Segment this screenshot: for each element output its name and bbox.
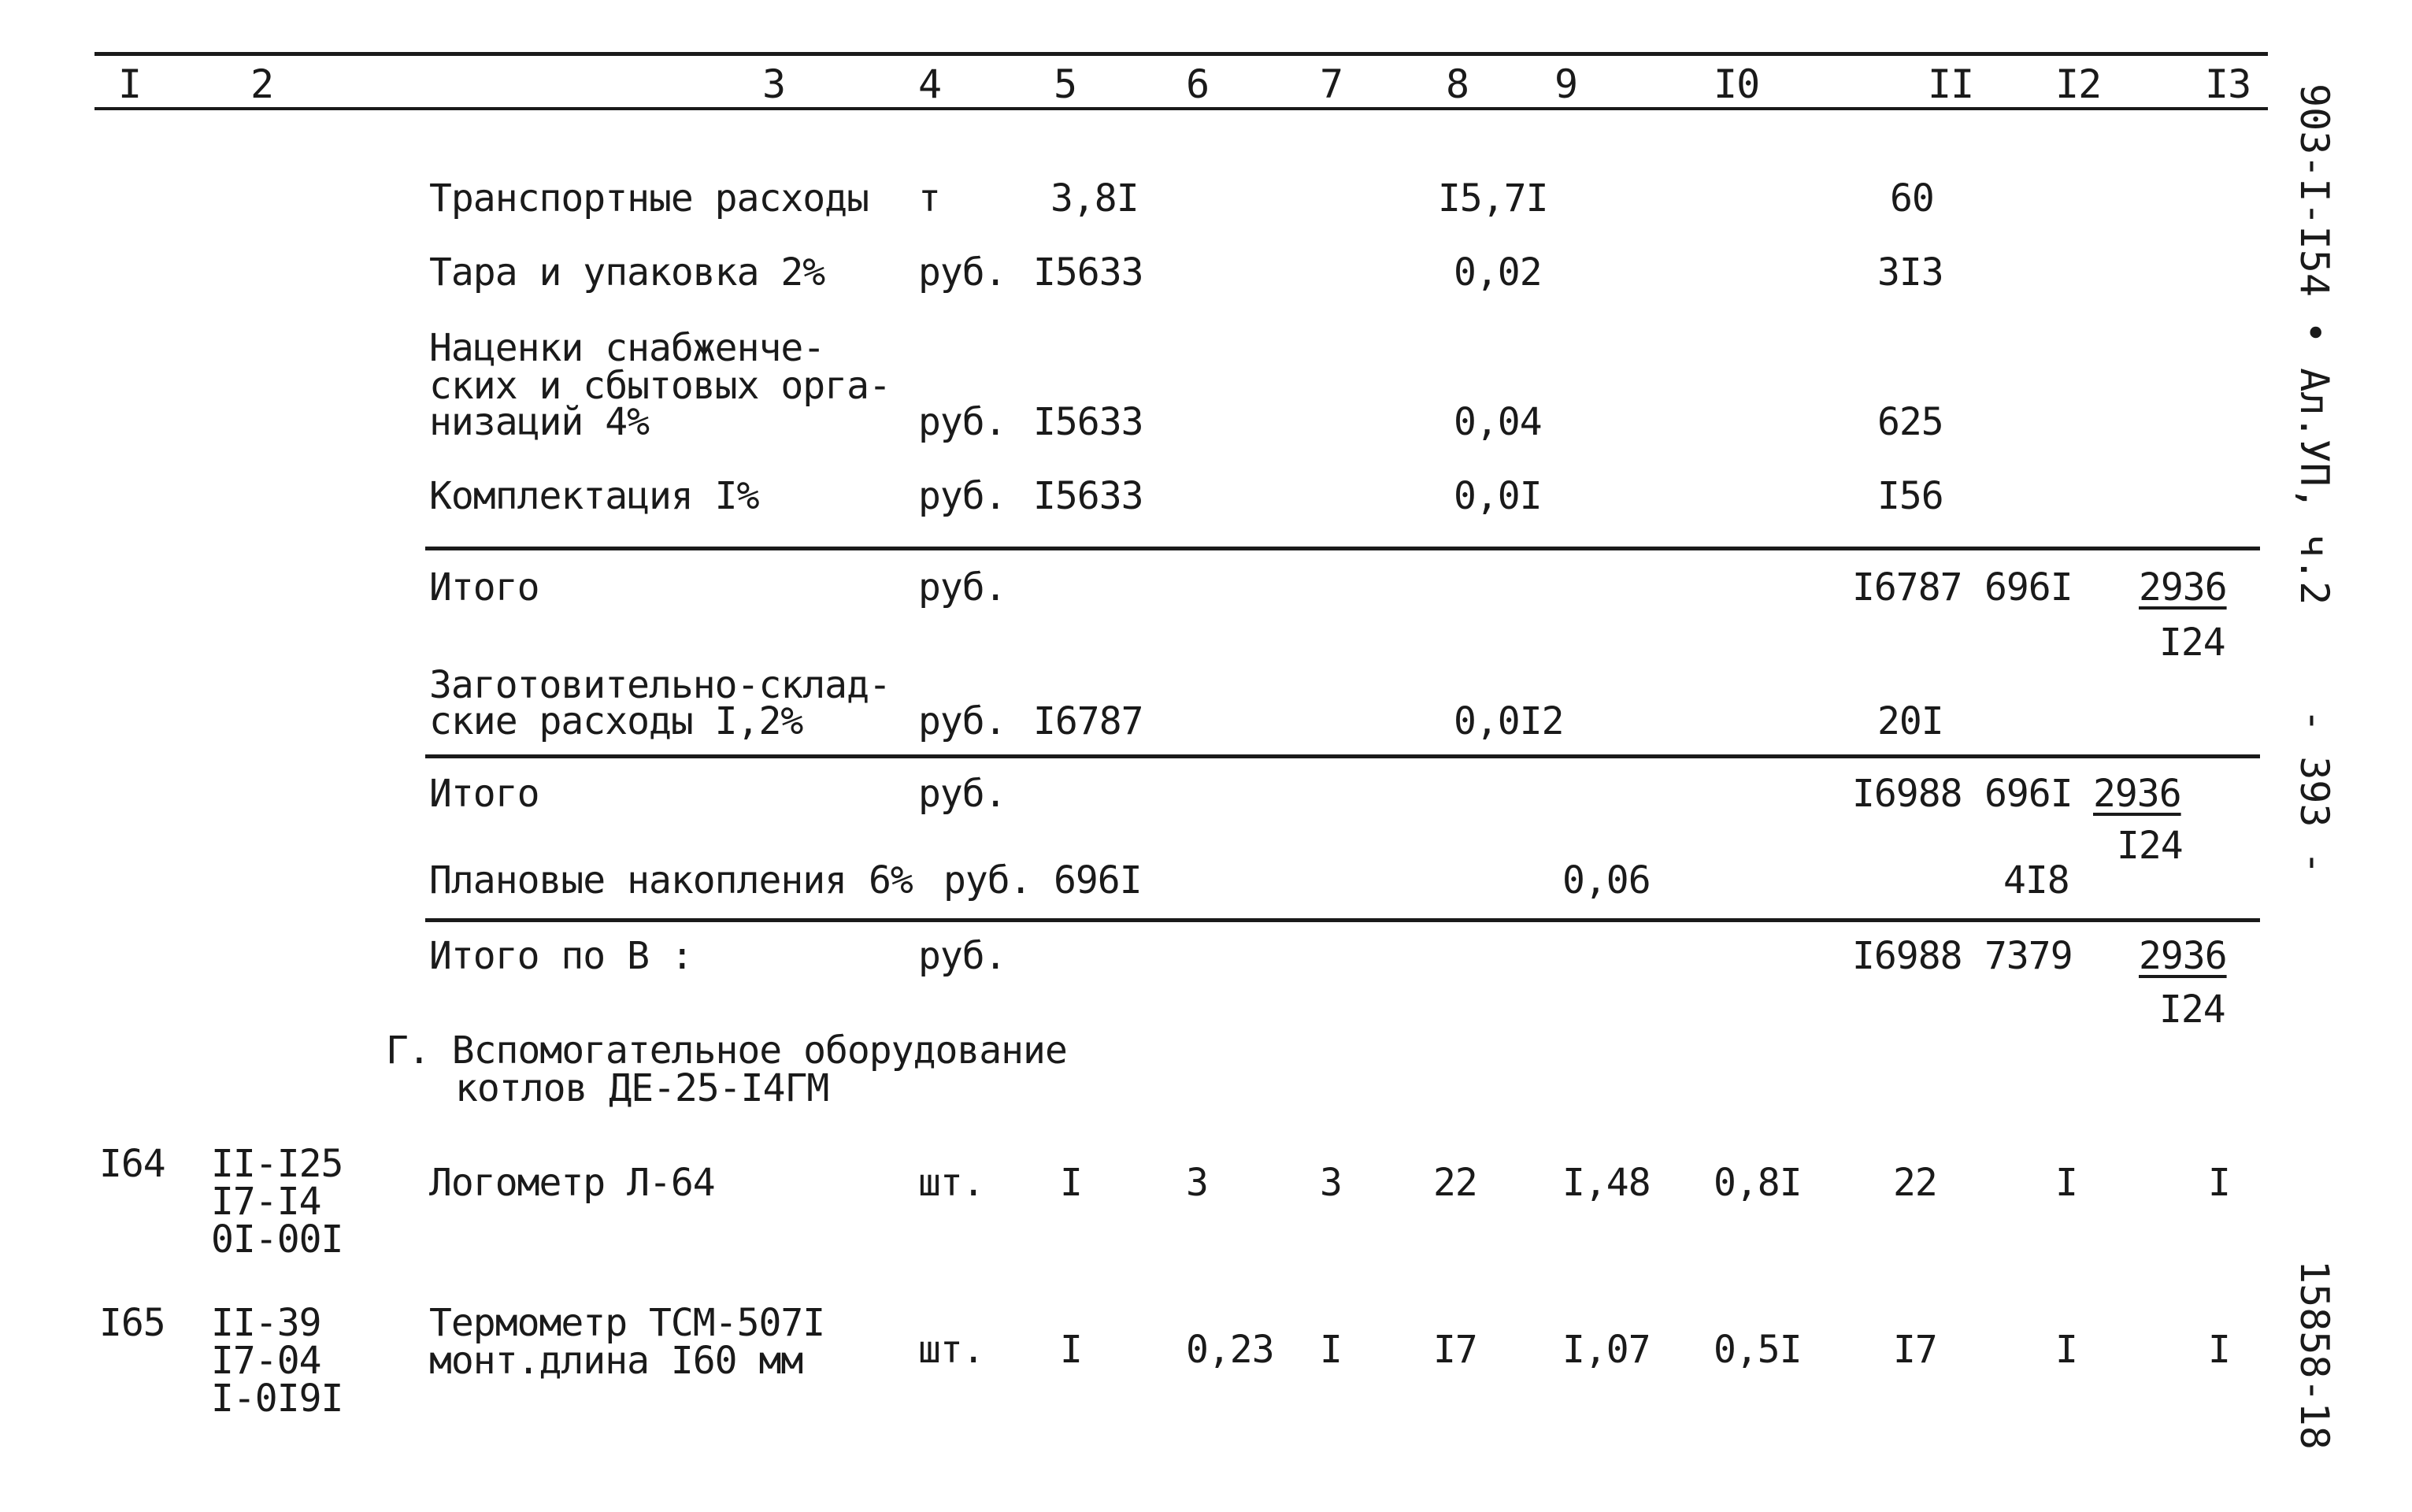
row-zagot-name-line2: ские расходы I,2% xyxy=(429,699,803,743)
item-164-number: I64 xyxy=(99,1142,165,1186)
row-plan-name: Плановые накопления 6% xyxy=(429,858,913,902)
col-header-2: 2 xyxy=(250,61,274,107)
col-header-6: 6 xyxy=(1186,61,1210,107)
item-164-code-line3: 0I-00I xyxy=(211,1217,343,1262)
row-itogo-b-name: Итого по В : xyxy=(429,934,693,978)
item-165-c11: I7 xyxy=(1893,1328,1937,1372)
row-plan-c12: 4I8 xyxy=(2003,858,2069,902)
row-plan-c5: 696I xyxy=(1054,858,1142,902)
col-header-11: II xyxy=(1928,61,1974,107)
rule-before-itogo1 xyxy=(425,547,2260,550)
row-itogo1-c12: 696I xyxy=(1984,565,2073,610)
row-itogo2-c13-bottom: I24 xyxy=(2117,824,2183,868)
item-164-c11: 22 xyxy=(1893,1161,1937,1205)
row-markup-c11: 625 xyxy=(1877,400,1943,444)
row-tara-c8: 0,02 xyxy=(1454,250,1542,295)
row-transport-unit: т xyxy=(918,176,940,220)
row-transport-c5: 3,8I xyxy=(1050,176,1139,220)
row-itogo-b-c13-top: 2936 xyxy=(2139,934,2227,978)
row-itogo-b-c11: I6988 xyxy=(1852,934,1962,978)
row-markup-name-line1: Наценки снабженче- xyxy=(429,326,825,370)
row-itogo2-c13-top: 2936 xyxy=(2093,772,2181,816)
row-kompl-unit: руб. xyxy=(918,474,1006,518)
item-164-unit: шт. xyxy=(918,1161,984,1205)
item-165-unit: шт. xyxy=(918,1328,984,1372)
section-g-heading-line1: Г. Вспомогательное оборудование xyxy=(386,1028,1067,1073)
col-header-12: I2 xyxy=(2055,61,2102,107)
item-164-c5: I xyxy=(1060,1161,1082,1205)
row-kompl-c11: I56 xyxy=(1877,474,1943,518)
row-zagot-unit: руб. xyxy=(918,699,1006,743)
row-tara-c11: 3I3 xyxy=(1877,250,1943,295)
row-plan-unit: руб. xyxy=(943,858,1032,902)
row-tara-c5: I5633 xyxy=(1033,250,1143,295)
item-165-c9: I,07 xyxy=(1562,1328,1651,1372)
item-164-c10: 0,8I xyxy=(1714,1161,1802,1205)
row-itogo2-c11: I6988 xyxy=(1852,772,1962,816)
col-header-8: 8 xyxy=(1446,61,1469,107)
margin-page-number: - 393 - xyxy=(2292,709,2337,875)
row-transport-name: Транспортные расходы xyxy=(429,176,869,220)
row-itogo1-c11: I6787 xyxy=(1852,565,1962,610)
col-header-4: 4 xyxy=(918,61,942,107)
row-itogo1-c13-bottom: I24 xyxy=(2159,621,2225,665)
col-header-13: I3 xyxy=(2205,61,2251,107)
row-transport-c11: 60 xyxy=(1890,176,1934,220)
row-markup-c8: 0,04 xyxy=(1454,400,1542,444)
header-bottom-rule xyxy=(94,107,2268,110)
row-markup-name-line3: низаций 4% xyxy=(429,400,649,444)
item-164-c13: I xyxy=(2208,1161,2230,1205)
item-165-code-line2: I7-04 xyxy=(211,1339,321,1383)
col-header-1: I xyxy=(118,61,142,107)
row-kompl-c5: I5633 xyxy=(1033,474,1143,518)
rule-before-itogo2 xyxy=(425,754,2260,758)
row-itogo-b-c12: 7379 xyxy=(1984,934,2073,978)
row-markup-c5: I5633 xyxy=(1033,400,1143,444)
row-kompl-c8: 0,0I xyxy=(1454,474,1542,518)
item-164-name: Логометр Л-64 xyxy=(429,1161,715,1205)
row-itogo-b-c13-bottom: I24 xyxy=(2159,988,2225,1032)
item-165-code-line1: II-39 xyxy=(211,1301,321,1345)
item-165-c12: I xyxy=(2055,1328,2077,1372)
section-g-heading-line2: котлов ДЕ-25-I4ГМ xyxy=(455,1066,829,1110)
row-zagot-name-line1: Заготовительно-склад- xyxy=(429,663,891,707)
item-165-c7: I xyxy=(1320,1328,1342,1372)
row-itogo1-name: Итого xyxy=(429,565,539,610)
col-header-5: 5 xyxy=(1054,61,1077,107)
item-165-code-line3: I-0I9I xyxy=(211,1377,343,1421)
item-164-c6: 3 xyxy=(1186,1161,1208,1205)
item-165-c8: I7 xyxy=(1433,1328,1477,1372)
rule-before-itogo-b xyxy=(425,918,2260,922)
item-165-number: I65 xyxy=(99,1301,165,1345)
item-164-code-line1: II-I25 xyxy=(211,1142,343,1186)
item-165-c5: I xyxy=(1060,1328,1082,1372)
item-165-c10: 0,5I xyxy=(1714,1328,1802,1372)
col-header-10: I0 xyxy=(1714,61,1760,107)
row-markup-unit: руб. xyxy=(918,400,1006,444)
item-165-name-line1: Термометр ТСМ-507I xyxy=(429,1301,825,1345)
row-itogo2-c12: 696I xyxy=(1984,772,2073,816)
row-itogo-b-unit: руб. xyxy=(918,934,1006,978)
item-164-c7: 3 xyxy=(1320,1161,1342,1205)
header-top-rule xyxy=(94,52,2268,56)
row-plan-c9: 0,06 xyxy=(1562,858,1651,902)
col-header-9: 9 xyxy=(1554,61,1578,107)
item-164-c9: I,48 xyxy=(1562,1161,1651,1205)
item-165-name-line2: монт.длина I60 мм xyxy=(429,1339,803,1383)
row-tara-unit: руб. xyxy=(918,250,1006,295)
item-164-code-line2: I7-I4 xyxy=(211,1180,321,1224)
row-itogo1-c13-top: 2936 xyxy=(2139,565,2227,610)
row-transport-c8: I5,7I xyxy=(1438,176,1548,220)
item-165-c6: 0,23 xyxy=(1186,1328,1274,1372)
margin-archive-number: 15858-18 xyxy=(2292,1260,2337,1450)
col-header-7: 7 xyxy=(1320,61,1343,107)
item-165-c13: I xyxy=(2208,1328,2230,1372)
row-itogo2-unit: руб. xyxy=(918,772,1006,816)
row-tara-name: Тара и упаковка 2% xyxy=(429,250,825,295)
col-header-3: 3 xyxy=(762,61,786,107)
row-zagot-c5: I6787 xyxy=(1033,699,1143,743)
row-markup-name-line2: ских и сбытовых орга- xyxy=(429,364,891,408)
item-164-c8: 22 xyxy=(1433,1161,1477,1205)
row-itogo2-name: Итого xyxy=(429,772,539,816)
item-164-c12: I xyxy=(2055,1161,2077,1205)
row-zagot-c8: 0,0I2 xyxy=(1454,699,1564,743)
row-itogo1-unit: руб. xyxy=(918,565,1006,610)
margin-document-code: 903-I-I54 • Ал.УП, ч.2 xyxy=(2292,83,2337,606)
row-kompl-name: Комплектация I% xyxy=(429,474,759,518)
row-zagot-c11: 20I xyxy=(1877,699,1943,743)
